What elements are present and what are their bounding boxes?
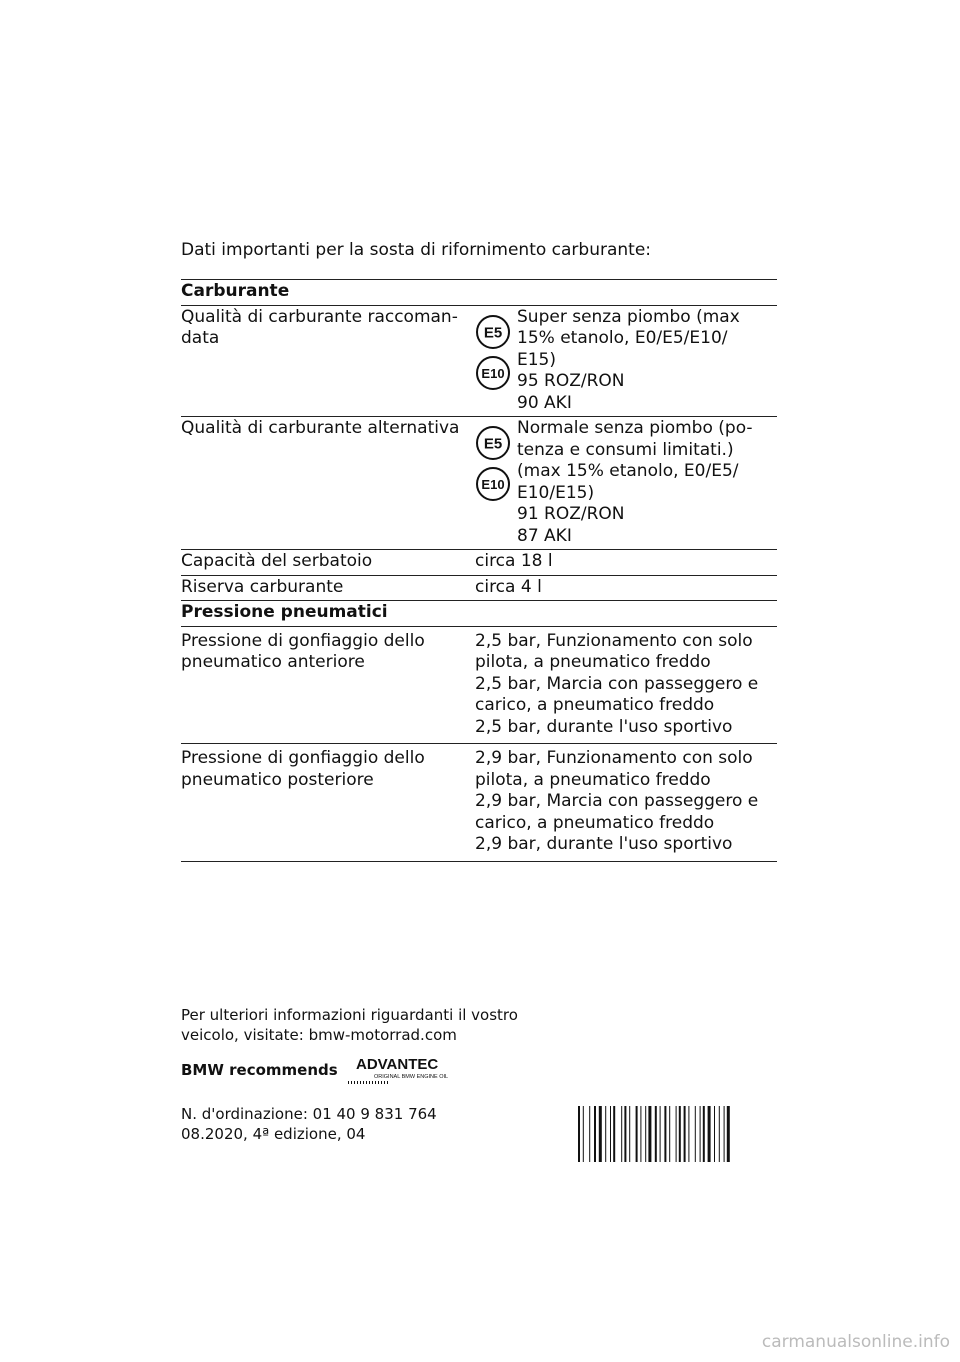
row-label: Qualità di carburante alternativa (181, 418, 460, 438)
bmw-recommends (181, 1055, 458, 1085)
edition: 08.2020, 4ª edizione, 04 (181, 1125, 366, 1143)
barcode-bar (660, 1106, 661, 1162)
barcode (578, 1106, 776, 1162)
row-value (475, 417, 777, 549)
barcode-bar (594, 1106, 596, 1162)
table-row-quality-alternative (181, 417, 777, 550)
section-title: Pressione pneumatici (181, 602, 388, 622)
barcode-bar (655, 1106, 657, 1162)
barcode-bar (645, 1106, 646, 1162)
barcode-bar (605, 1106, 606, 1162)
order-info (181, 1104, 437, 1144)
barcode-bar (621, 1106, 622, 1162)
row-label: Pressione di gonfiaggio dello pneumatico anteriore (181, 630, 425, 672)
svg-text:ADVANTEC: ADVANTEC (355, 1056, 438, 1073)
barcode-bar (613, 1106, 615, 1162)
order-number: N. d'ordinazione: 01 40 9 831 764 (181, 1105, 437, 1123)
barcode-bar (648, 1106, 651, 1162)
barcode-bar (695, 1106, 696, 1162)
svg-text:E10: E10 (481, 477, 505, 492)
e5-fuel-icon (475, 314, 511, 350)
fuel-badges (475, 418, 517, 547)
barcode-bar (727, 1106, 730, 1162)
table-row-tank-capacity (181, 550, 777, 576)
table-row-rear-pressure (181, 744, 777, 862)
barcode-bar (669, 1106, 670, 1162)
barcode-bar (703, 1106, 705, 1162)
row-value: 2,9 bar, Funzionamento con solo pilota, a pneumatico freddo 2,9 bar, Marcia con passeggero e carico, a pneumatico freddo 2,9 bar, durante l'uso sportivo (475, 748, 759, 854)
table-row-reserve (181, 576, 777, 602)
table-row-front-pressure (181, 627, 777, 745)
row-value (475, 306, 777, 417)
svg-text:E10: E10 (481, 365, 505, 381)
barcode-bar (589, 1106, 590, 1162)
barcode-bar (684, 1106, 686, 1162)
svg-text:ORIGINAL BMW ENGINE OIL: ORIGINAL BMW ENGINE OIL (373, 1074, 448, 1080)
row-value: circa 4 l (475, 576, 542, 597)
barcode-bar (610, 1106, 611, 1162)
barcode-bar (679, 1106, 681, 1162)
row-label: Capacità del serbatoio (181, 551, 373, 571)
barcode-bar (700, 1106, 701, 1162)
e5-fuel-icon (475, 425, 511, 461)
watermark: carmanualsonline.info (761, 1332, 950, 1352)
barcode-bar (629, 1106, 630, 1162)
row-value: 2,5 bar, Funzionamento con solo pilota, a pneumatico freddo 2,5 bar, Marcia con passeggero e carico, a pneumatico freddo 2,5 bar, durante l'uso sportivo (475, 630, 759, 737)
advantec-logo (346, 1055, 458, 1085)
table-row-quality-recommended (181, 306, 777, 418)
section-header-fuel (181, 280, 777, 306)
row-value: circa 18 l (475, 551, 553, 571)
barcode-bar (676, 1106, 677, 1162)
row-label: Pressione di gonfiaggio dello pneumatico posteriore (181, 748, 425, 790)
intro-text: Dati importanti per la sosta di rifornimento carburante: (181, 240, 652, 260)
recommends-label: BMW recommends (181, 1061, 338, 1079)
e10-fuel-icon (475, 355, 511, 391)
section-header-tire-pressure (181, 601, 777, 627)
svg-text:E5: E5 (483, 324, 503, 341)
barcode-bar (636, 1106, 638, 1162)
barcode-bar (578, 1106, 580, 1162)
barcode-bar (599, 1106, 602, 1162)
barcode-bar (714, 1106, 715, 1162)
barcode-bar (624, 1106, 626, 1162)
fuel-description: Super senza piombo (max 15% etanolo, E0/E5/E10/ E15) 95 ROZ/RON 90 AKI (517, 306, 740, 413)
row-label: Riserva carburante (181, 576, 344, 597)
barcode-bar (724, 1106, 725, 1162)
barcode-bar (688, 1106, 689, 1162)
fuel-description: Normale senza piombo (po- tenza e consumi limitati.) (max 15% etanolo, E0/E5/ E10/E15) 91 ROZ/RON 87 AKI (517, 418, 753, 546)
e10-fuel-icon (475, 466, 511, 502)
barcode-bar (583, 1106, 584, 1162)
fuel-data-table (181, 279, 777, 862)
svg-text:E5: E5 (483, 435, 503, 453)
info-text: Per ulteriori informazioni riguardanti il vostro veicolo, visitate: bmw-motorrad.com (181, 1006, 518, 1044)
section-title: Carburante (181, 281, 290, 301)
barcode-bar (708, 1106, 711, 1162)
fuel-badges (475, 307, 517, 415)
barcode-bar (719, 1106, 720, 1162)
barcode-bar (640, 1106, 641, 1162)
row-label: Qualità di carburante raccoman- data (181, 306, 458, 348)
barcode-bar (664, 1106, 666, 1162)
